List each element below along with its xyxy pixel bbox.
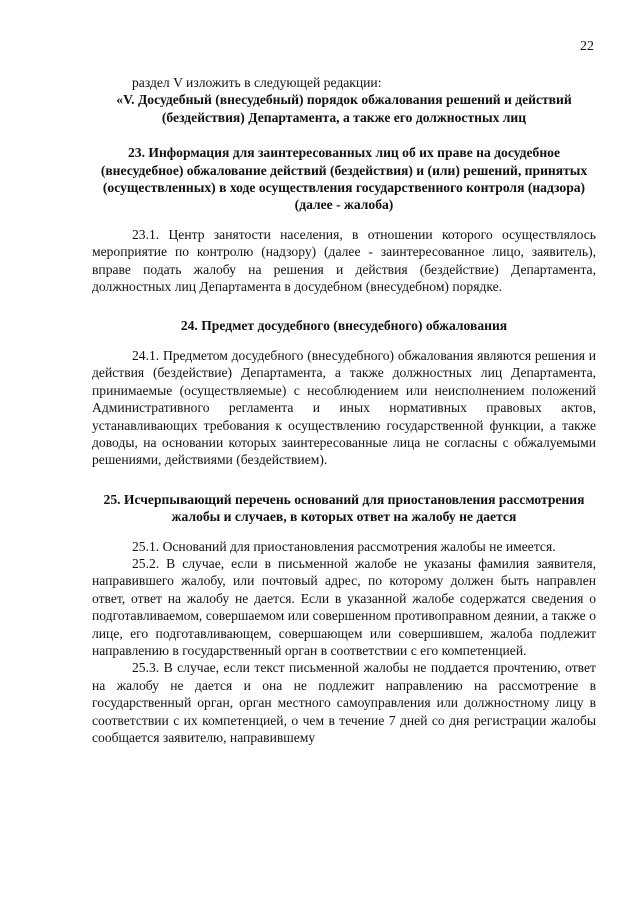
- section-heading: 25. Исчерпывающий перечень оснований для приостановления рассмотрения жалобы и случаев, в которых ответ на жалобу не дается: [103, 491, 585, 525]
- paragraph-23-1: 23.1. Центр занятости населения, в отношении которого осуществлялось мероприятие по контролю (надзору) (далее - заинтересованное лицо, заявитель), вправе подать жалобу на решения и действия (бездействие) Департамента, должностных лиц Департамента в досудебном (внесудебном) порядке.: [92, 226, 596, 295]
- paragraph-24-1: 24.1. Предметом досудебного (внесудебного) обжалования являются решения и действия (бездействие) Департамента, а также должностных лиц Департамента, принимаемые (осуществляемые) с несоблюдением или неисполнением положений Административного регламента и иных нормативных правовых актов, устанавливающих требования к осуществлению государственной функции, а также доводы, на основании которых заинтересованные лица не согласны с обжалуемыми решениями, действиями (бездействием).: [92, 347, 596, 468]
- section-heading: 24. Предмет досудебного (внесудебного) обжалования: [180, 318, 508, 334]
- page-number: 22: [580, 39, 594, 54]
- paragraph-25-3: 25.3. В случае, если текст письменной жалобы не поддается прочтению, ответ на жалобу не дается и она не подлежит направлению на рассмотрение в государственный орган, орган местного самоуправления или должностному лицу в соответствии с их компетенцией, о чем в течение 7 дней со дня регистрации жалобы сообщается заявителю, направившему: [92, 660, 596, 745]
- intro-line: раздел V изложить в следующей редакции:: [132, 75, 382, 90]
- section-heading: 23. Информация для заинтересованных лиц об их праве на досудебное (внесудебное) обжалование действий (бездействия) и (или) решений, принятых (осуществленных) в ходе осуществления государственного контроля (надзора) (далее - жалоба): [100, 145, 588, 213]
- section-23: [92, 144, 596, 295]
- chapter-title: «V. Досудебный (внесудебный) порядок обжалования решений и действий (бездействия) Департамента, а также его должностных лиц: [116, 92, 572, 125]
- document-body: [92, 74, 596, 746]
- section-25: [92, 491, 596, 747]
- paragraph-25-2: 25.2. В случае, если в письменной жалобе не указаны фамилия заявителя, направившего жалобу, или почтовый адрес, по которому должен быть направлен ответ, ответ на жалобу не дается. Если в указанной жалобе содержатся сведения о подготавливаемом, совершаемом или совершенном противоправном деянии, а также о лице, его подготавливающем, совершающем или совершившем, жалоба подлежит направлению в государственный орган в соответствии с его компетенцией.: [92, 555, 596, 658]
- section-24: [92, 317, 596, 468]
- paragraph-25-1: 25.1. Оснований для приостановления рассмотрения жалобы не имеется.: [132, 538, 556, 554]
